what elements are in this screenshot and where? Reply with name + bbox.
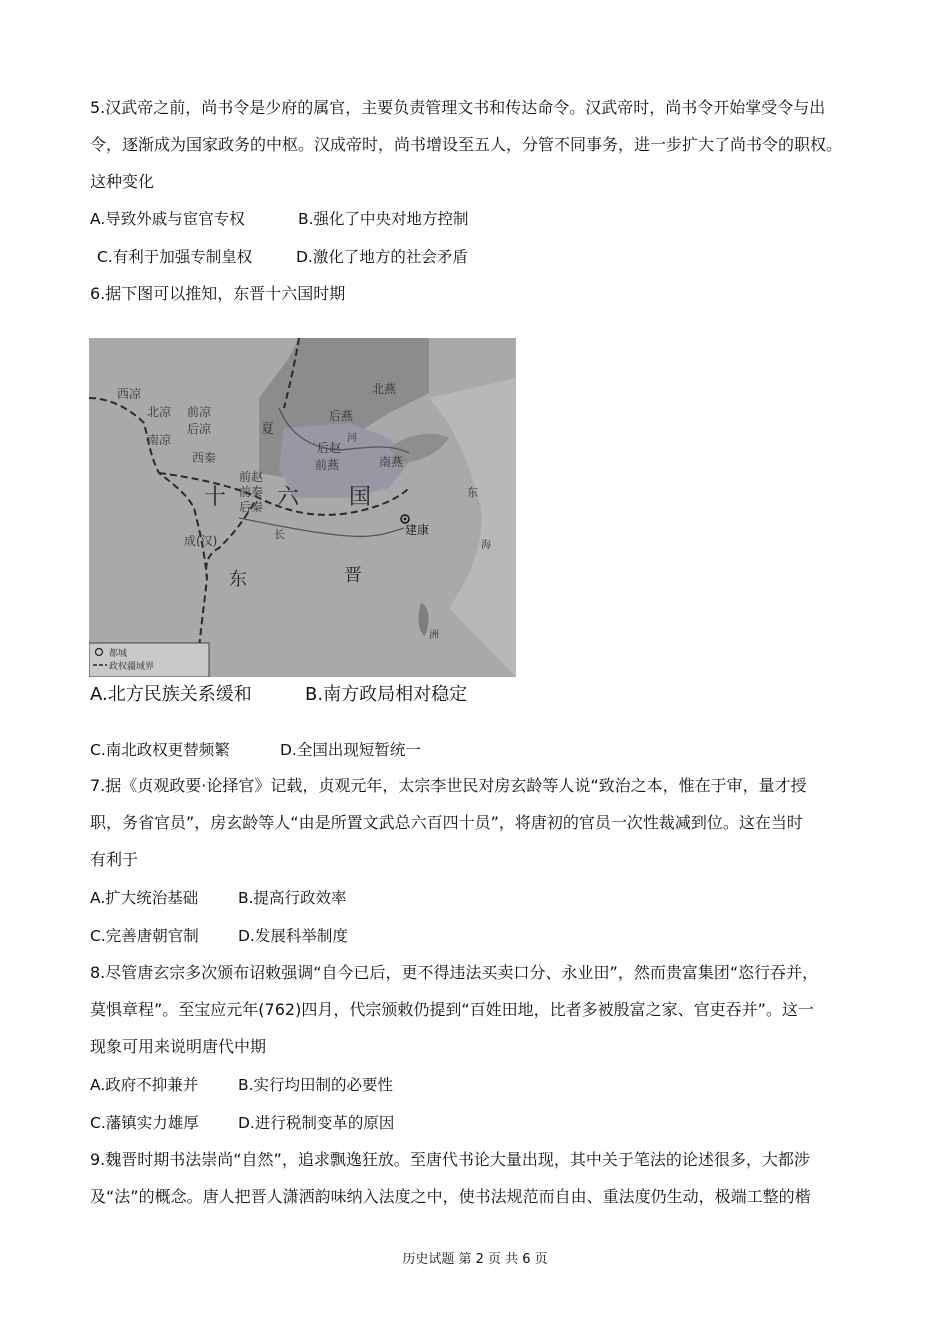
q8-stem-line3: 现象可用来说明唐代中期 bbox=[90, 1037, 267, 1056]
eastern-jin-sixteen-kingdoms-map bbox=[89, 338, 516, 677]
label-jiankang: 建康 bbox=[405, 523, 430, 537]
q8-option-a: A.政府不抑兼并 bbox=[90, 1076, 199, 1094]
label-zhou: 洲 bbox=[429, 630, 439, 641]
q6-option-d: D.全国出现短暂统一 bbox=[280, 741, 421, 759]
page-footer: 历史试题 第 2 页 共 6 页 bbox=[402, 1252, 548, 1267]
label-xiliang: 西凉 bbox=[117, 387, 142, 401]
q7-stem-line1: 7.据《贞观政要·论择官》记载，贞观元年，太宗李世民对房玄龄等人说“致治之本，惟在于审，量才授 bbox=[90, 776, 807, 795]
label-dong: 东 bbox=[229, 569, 247, 590]
legend-boundary-text: 政权疆域界 bbox=[109, 662, 155, 672]
label-qianqin: 前秦 bbox=[239, 485, 264, 499]
q5-stem-line2: 令，逐渐成为国家政务的中枢。汉成帝时，尚书增设至五人，分管不同事务，进一步扩大了尚书令的职权。 bbox=[90, 135, 843, 154]
label-nanyan: 南燕 bbox=[379, 455, 404, 469]
q5-option-c: C.有利于加强专制皇权 bbox=[97, 248, 253, 266]
q8-stem-line2: 莫惧章程”。至宝应元年(762)四月，代宗颁敕仍提到“百姓田地，比者多被殷富之家、官吏吞并”。这一 bbox=[90, 1000, 814, 1019]
q5-option-a: A.导致外戚与宦官专权 bbox=[90, 210, 245, 228]
label-qianzhao: 前赵 bbox=[239, 470, 264, 484]
label-river: 河 bbox=[347, 433, 357, 444]
q7-option-d: D.发展科举制度 bbox=[238, 927, 348, 945]
label-jin: 晋 bbox=[344, 565, 362, 586]
q6-stem: 6.据下图可以推知，东晋十六国时期 bbox=[90, 284, 346, 303]
jiankang-capital-dot bbox=[404, 518, 407, 521]
label-guo: 国 bbox=[349, 485, 372, 510]
q7-option-a: A.扩大统治基础 bbox=[90, 889, 199, 907]
q6-option-a: A.北方民族关系缓和 bbox=[90, 684, 252, 705]
label-nanliang: 南凉 bbox=[147, 433, 172, 447]
label-liu: 六 bbox=[277, 485, 300, 510]
label-xia: 夏 bbox=[261, 422, 275, 437]
label-houqin: 后秦 bbox=[239, 500, 264, 514]
q9-stem-line1: 9.魏晋时期书法崇尚“自然”，追求飘逸狂放。至唐代书论大量出现，其中关于笔法的论述很多，大都涉 bbox=[90, 1150, 810, 1169]
q8-option-d: D.进行税制变革的原因 bbox=[238, 1114, 395, 1132]
label-shi: 十 bbox=[204, 485, 227, 510]
q5-stem-line3: 这种变化 bbox=[90, 172, 155, 191]
label-houliang: 后凉 bbox=[187, 422, 212, 436]
q5-option-d: D.激化了地方的社会矛盾 bbox=[296, 248, 468, 266]
label-beiyan: 北燕 bbox=[372, 382, 397, 396]
q5-stem-line1: 5.汉武帝之前，尚书令是少府的属官，主要负责管理文书和传达命令。汉武帝时，尚书令开始掌受令与出 bbox=[90, 98, 826, 117]
q8-option-c: C.藩镇实力雄厚 bbox=[90, 1114, 199, 1132]
q7-option-c: C.完善唐朝官制 bbox=[90, 927, 199, 945]
q9-stem-line2: 及“法”的概念。唐人把晋人潇洒韵味纳入法度之中，使书法规范而自由、重法度仍生动，极端工整的楷 bbox=[90, 1187, 811, 1206]
label-sea: 海 bbox=[481, 540, 491, 551]
q6-option-c: C.南北政权更替频繁 bbox=[90, 741, 230, 759]
label-qianliang: 前凉 bbox=[187, 405, 212, 419]
legend-capital-text: 都城 bbox=[109, 649, 128, 659]
label-chenghan: 成(汉) bbox=[184, 534, 218, 548]
label-houzhao: 后赵 bbox=[317, 441, 342, 455]
label-houyan: 后燕 bbox=[329, 409, 354, 423]
q8-option-b: B.实行均田制的必要性 bbox=[238, 1076, 394, 1094]
label-beiliang: 北凉 bbox=[147, 405, 172, 419]
q5-option-b: B.强化了中央对地方控制 bbox=[298, 210, 469, 228]
label-chang: 长 bbox=[274, 528, 285, 541]
label-east-sea: 东 bbox=[467, 486, 478, 499]
q8-stem-line1: 8.尽管唐玄宗多次颁布诏敕强调“自今已后，更不得违法买卖口分、永业田”，然而贵富集团“恣行吞并， bbox=[90, 963, 819, 982]
q7-stem-line3: 有利于 bbox=[90, 850, 139, 869]
label-xiqin: 西秦 bbox=[192, 451, 217, 465]
q7-stem-line2: 职，务省官员”，房玄龄等人“由是所置文武总六百四十员”，将唐初的官员一次性裁减到位。这在当时 bbox=[90, 813, 803, 832]
label-qianyan: 前燕 bbox=[315, 458, 340, 472]
q6-option-b: B.南方政局相对稳定 bbox=[305, 684, 468, 705]
q7-option-b: B.提高行政效率 bbox=[238, 889, 347, 907]
